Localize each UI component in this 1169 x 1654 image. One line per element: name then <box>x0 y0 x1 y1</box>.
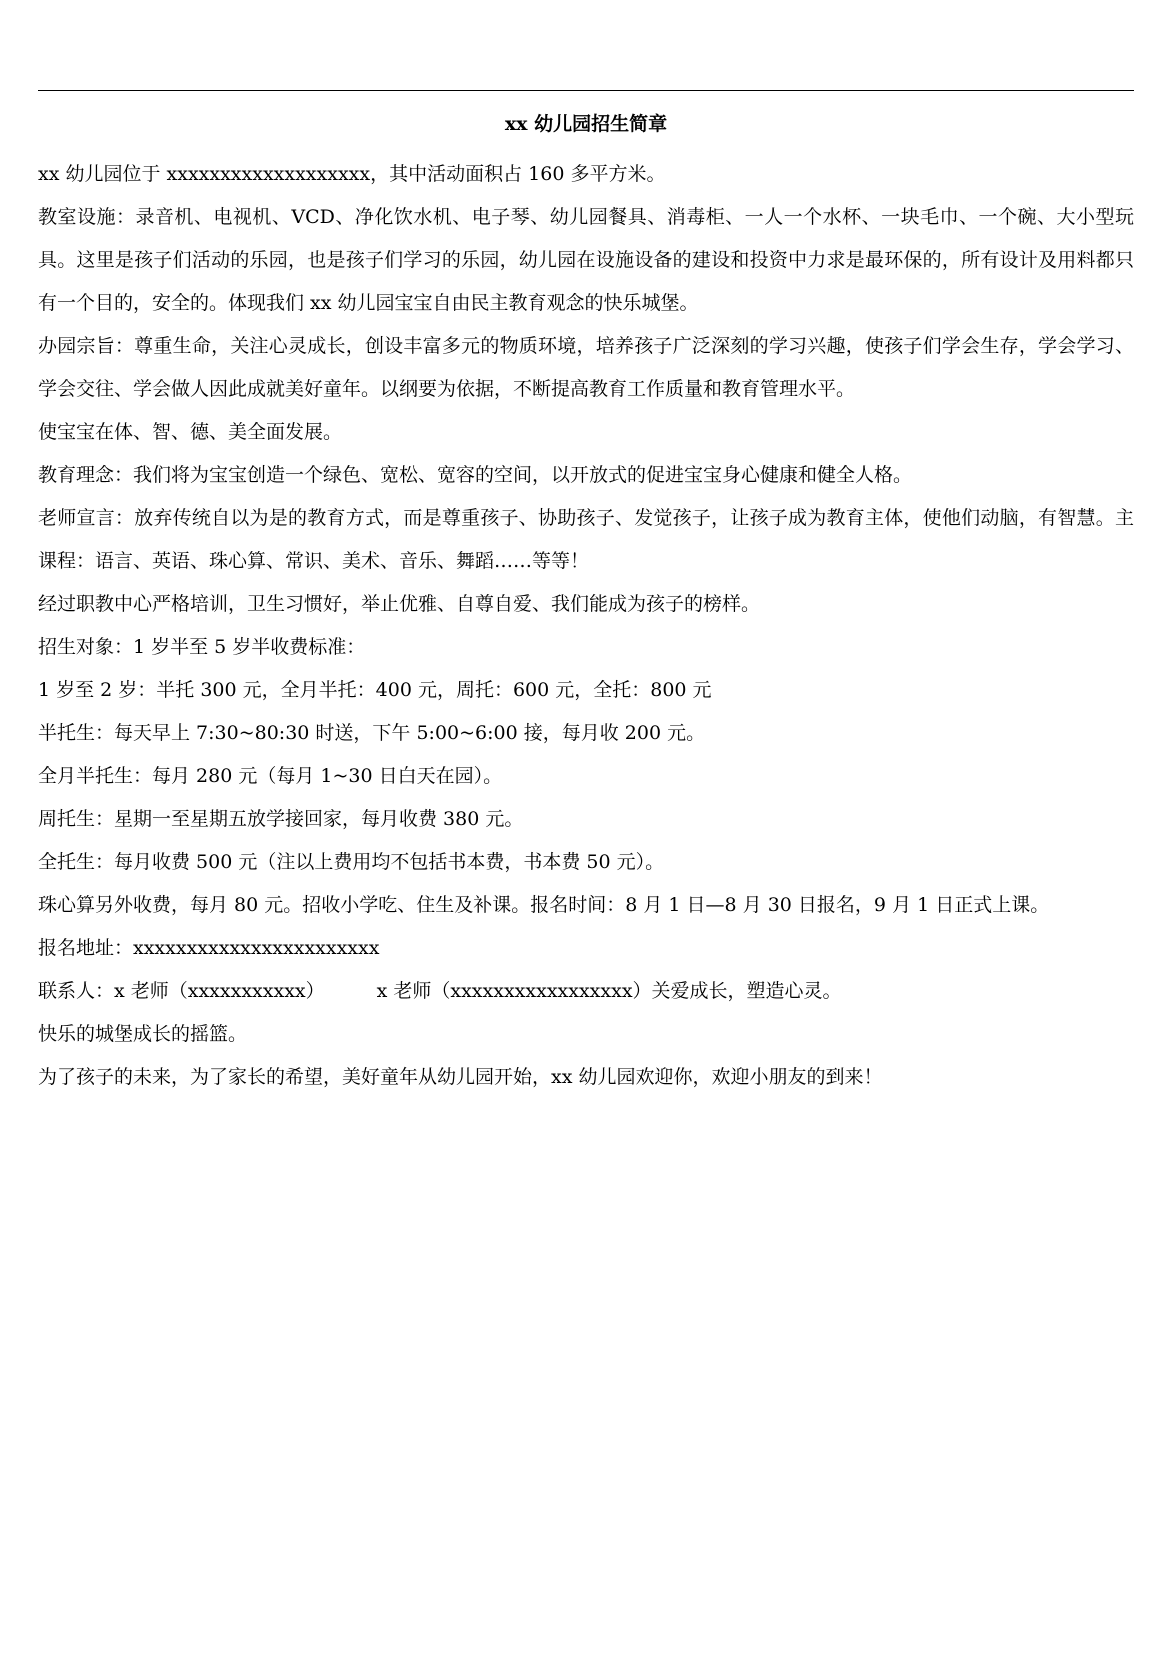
paragraph-training: 经过职教中心严格培训，卫生习惯好，举止优雅、自尊自爱、我们能成为孩子的榜样。 <box>38 593 761 615</box>
paragraph-weekly-boarding: 周托生：星期一至星期五放学接回家，每月收费 380 元。 <box>38 808 524 830</box>
paragraph-full-month-half-day: 全月半托生：每月 280 元（每月 1~30 日白天在园）。 <box>38 765 503 787</box>
paragraph-contact <box>38 970 1134 1013</box>
paragraph-development: 使宝宝在体、智、德、美全面发展。 <box>38 421 343 443</box>
contact-second: x 老师（xxxxxxxxxxxxxxxxx）关爱成长，塑造心灵。 <box>376 980 842 1002</box>
paragraph-address: 报名地址：xxxxxxxxxxxxxxxxxxxxxxx <box>38 937 380 959</box>
paragraph-cradle: 快乐的城堡成长的摇篮。 <box>38 1023 248 1045</box>
paragraph-enrollment-target: 招生对象：1 岁半至 5 岁半收费标准： <box>38 636 366 658</box>
paragraph-purpose: 办园宗旨：尊重生命，关注心灵成长，创设丰富多元的物质环境，培养孩子广泛深刻的学习兴趣，使孩子们学会生存，学会学习、学会交往、学会做人因此成就美好童年。以纲要为依据，不断提高教育工作质量和教育管理水平。 <box>38 335 1134 400</box>
paragraph-philosophy: 教育理念：我们将为宝宝创造一个绿色、宽松、宽容的空间，以开放式的促进宝宝身心健康和健全人格。 <box>38 464 913 486</box>
paragraph-fees-age-1-2: 1 岁至 2 岁：半托 300 元，全月半托：400 元，周托：600 元，全托：800 元 <box>38 679 712 701</box>
document-body <box>38 153 1134 1099</box>
header-rule <box>38 90 1134 91</box>
paragraph-abacus-registration: 珠心算另外收费，每月 80 元。招收小学吃、住生及补课。报名时间：8 月 1 日—8 月 30 日报名，9 月 1 日正式上课。 <box>38 894 1050 916</box>
paragraph-location: xx 幼儿园位于 xxxxxxxxxxxxxxxxxxx，其中活动面积占 160 多平方米。 <box>38 163 666 185</box>
paragraph-facilities: 教室设施：录音机、电视机、VCD、净化饮水机、电子琴、幼儿园餐具、消毒柜、一人一个水杯、一块毛巾、一个碗、大小型玩具。这里是孩子们活动的乐园，也是孩子们学习的乐园，幼儿园在设施设备的建设和投资中力求是最环保的，所有设计及用料都只有一个目的，安全的。体现我们 xx 幼儿园宝宝自由民主教育观念的快乐城堡。 <box>38 206 1134 314</box>
paragraph-teacher-pledge: 老师宣言：放弃传统自以为是的教育方式，而是尊重孩子、协助孩子、发觉孩子，让孩子成为教育主体，使他们动脑，有智慧。主课程：语言、英语、珠心算、常识、美术、音乐、舞蹈……等等！ <box>38 507 1134 572</box>
document-title: xx 幼儿园招生简章 <box>504 113 668 135</box>
paragraph-half-day-fees: 半托生：每天早上 7:30~80:30 时送，下午 5:00~6:00 接，每月收 200 元。 <box>38 722 706 744</box>
contact-first: 联系人：x 老师（xxxxxxxxxxx） <box>38 980 325 1002</box>
paragraph-welcome: 为了孩子的未来，为了家长的希望，美好童年从幼儿园开始，xx 幼儿园欢迎你，欢迎小朋友的到来！ <box>38 1066 883 1088</box>
paragraph-full-boarding: 全托生：每月收费 500 元（注以上费用均不包括书本费，书本费 50 元）。 <box>38 851 665 873</box>
